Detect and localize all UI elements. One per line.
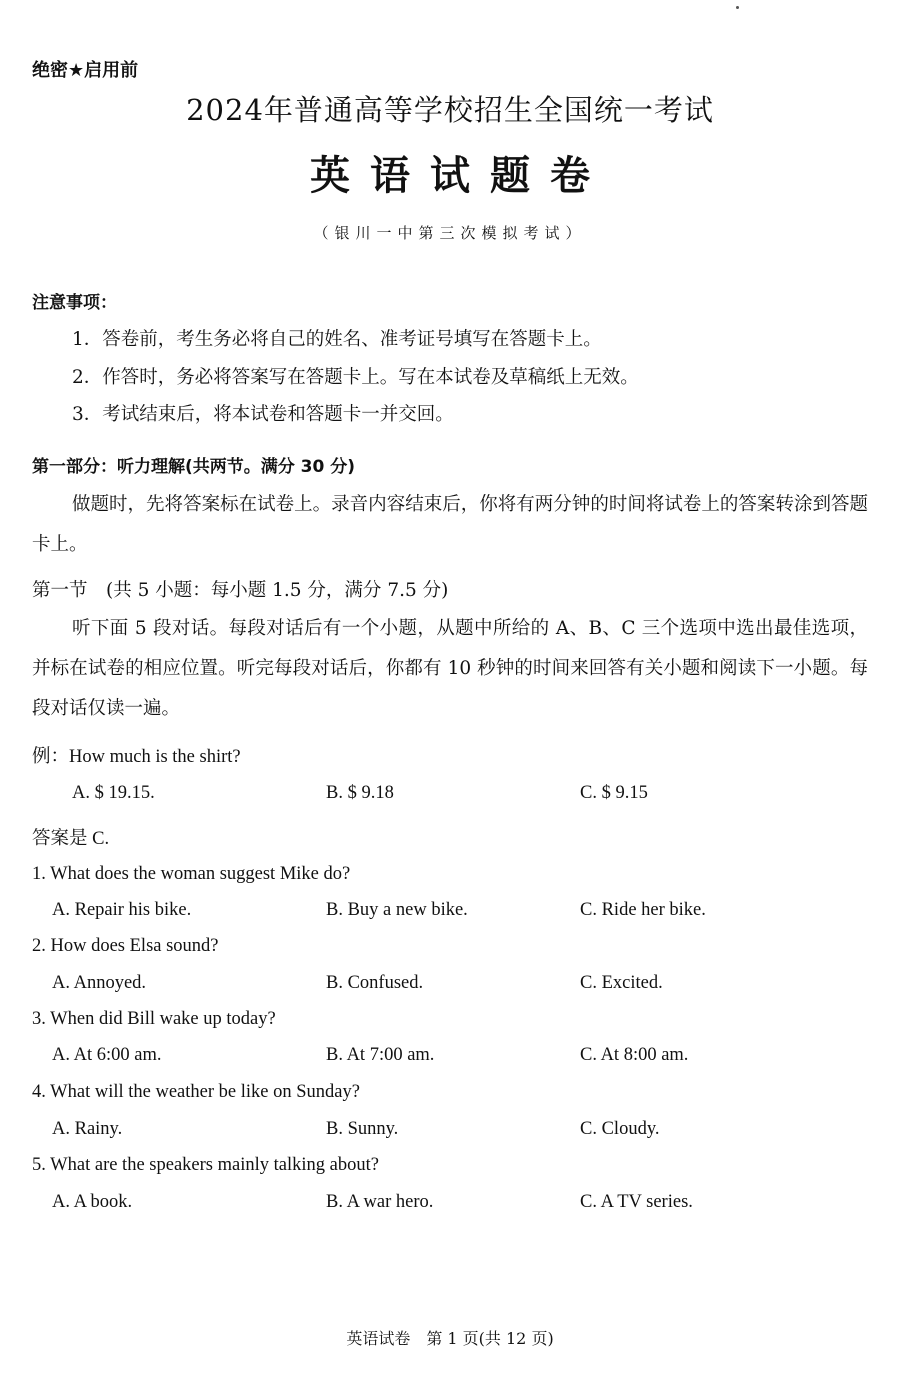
notice-item-1: 1．答卷前，考生务必将自己的姓名、准考证号填写在答题卡上。 — [72, 329, 602, 350]
question-5-option-a: A. A book. — [52, 1192, 133, 1212]
question-5-option-c: C. A TV series. — [580, 1192, 693, 1212]
example-answer: 答案是 C. — [32, 829, 110, 849]
question-4-option-a: A. Rainy. — [52, 1119, 123, 1139]
paper-title: 英语试题卷 — [310, 153, 610, 199]
question-4-option-c: C. Cloudy. — [580, 1119, 660, 1139]
example-option-a: A. $ 19.15. — [72, 783, 155, 803]
notice-heading: 注意事项： — [32, 293, 117, 313]
exam-title: 2024年普通高等学校招生全国统一考试 — [186, 93, 714, 127]
question-3-option-a: A. At 6:00 am. — [52, 1045, 162, 1065]
question-2-option-b: B. Confused. — [326, 973, 424, 993]
scan-dot — [736, 6, 739, 9]
question-1-option-b: B. Buy a new bike. — [326, 900, 468, 920]
question-1-option-c: C. Ride her bike. — [580, 900, 706, 920]
notice-item-2: 2．作答时，务必将答案写在答题卡上。写在本试卷及草稿纸上无效。 — [72, 367, 639, 388]
notice-item-3: 3．考试结束后，将本试卷和答题卡一并交回。 — [72, 404, 454, 425]
question-4: 4. What will the weather be like on Sunday? — [32, 1082, 360, 1102]
example-option-b: B. $ 9.18 — [326, 783, 394, 803]
question-3-option-c: C. At 8:00 am. — [580, 1045, 689, 1065]
part1-heading: 第一部分：听力理解(共两节。满分 30 分) — [32, 457, 356, 477]
exam-subtitle: （银川一中第三次模拟考试） — [313, 224, 587, 242]
page-footer: 英语试卷 第 1 页(共 12 页) — [346, 1329, 554, 1348]
section1-heading: 第一节 (共 5 小题：每小题 1.5 分，满分 7.5 分) — [32, 580, 449, 601]
question-1: 1. What does the woman suggest Mike do? — [32, 864, 351, 884]
question-3-option-b: B. At 7:00 am. — [326, 1045, 435, 1065]
question-2: 2. How does Elsa sound? — [32, 936, 219, 956]
question-3: 3. When did Bill wake up today? — [32, 1009, 276, 1029]
section1-instructions: 听下面 5 段对话。每段对话后有一个小题，从题中所给的 A、B、C 三个选项中选出最佳选项，并标在试卷的相应位置。听完每段对话后，你都有 10 秒钟的时间来回答有关小题和阅读下一小题。每段对话仅读一遍。 — [32, 618, 868, 719]
question-5-option-b: B. A war hero. — [326, 1192, 434, 1212]
question-2-option-a: A. Annoyed. — [52, 973, 147, 993]
question-1-option-a: A. Repair his bike. — [52, 900, 192, 920]
example-question: 例：How much is the shirt? — [32, 747, 241, 767]
example-option-c: C. $ 9.15 — [580, 783, 648, 803]
question-5: 5. What are the speakers mainly talking about? — [32, 1155, 379, 1175]
question-2-option-c: C. Excited. — [580, 973, 663, 993]
secret-label: 绝密★启用前 — [32, 60, 139, 81]
question-4-option-b: B. Sunny. — [326, 1119, 399, 1139]
part1-instructions: 做题时，先将答案标在试卷上。录音内容结束后，你将有两分钟的时间将试卷上的答案转涂到答题卡上。 — [32, 494, 868, 555]
